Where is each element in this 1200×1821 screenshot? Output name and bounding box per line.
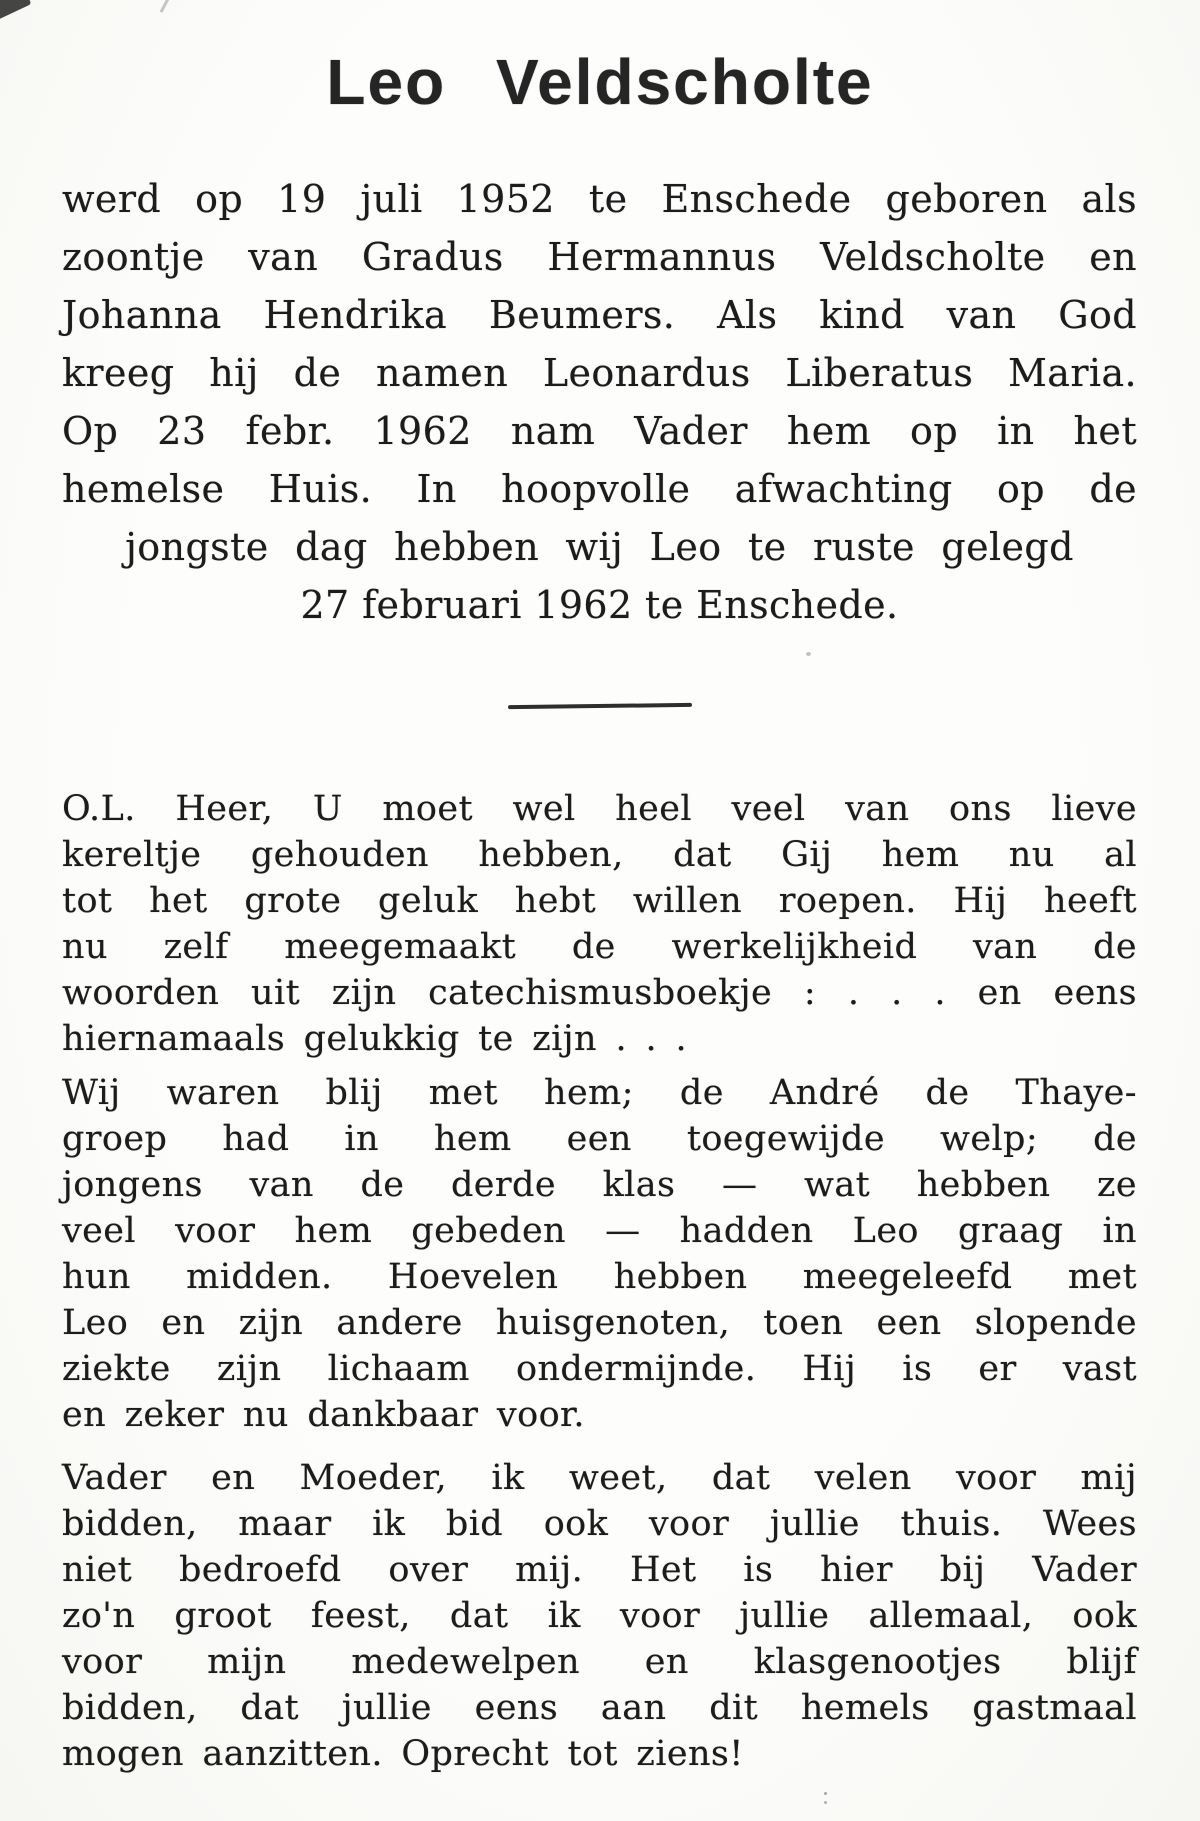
text-line: groep had in hem een toegewijde welp; de (62, 1119, 1137, 1159)
text-line: nu zelf meegemaakt de werkelijkheid van de (62, 927, 1137, 967)
text-line: veel voor hem gebeden — hadden Leo graag in (62, 1211, 1137, 1251)
paragraph-intro (62, 170, 1137, 634)
text-line: Op 23 febr. 1962 nam Vader hem op in het (62, 409, 1137, 453)
text-line: Wij waren blij met hem; de André de Thaye- (62, 1073, 1137, 1113)
text-line: O.L. Heer, U moet wel heel veel van ons lieve (62, 789, 1137, 829)
text-line: woorden uit zijn catechismusboekje : . . . en eens (62, 973, 1137, 1013)
text-line: kereltje gehouden hebben, dat Gij hem nu al (62, 835, 1137, 875)
section-divider (508, 703, 692, 709)
scan-artifact-speck (806, 652, 811, 656)
text-line: voor mijn medewelpen en klasgenootjes blijf (62, 1642, 1137, 1682)
text-line: bidden, dat jullie eens aan dit hemels gastmaal (62, 1688, 1137, 1728)
text-line: hiernamaals gelukkig te zijn . . . (62, 1019, 688, 1059)
text-line: tot het grote geluk hebt willen roepen. Hij heeft (62, 881, 1137, 921)
text-line: bidden, maar ik bid ook voor jullie thuis. Wees (62, 1504, 1137, 1544)
text-line: Leo en zijn andere huisgenoten, toen een slopende (62, 1303, 1137, 1343)
text-line: Vader en Moeder, ik weet, dat velen voor mij (62, 1458, 1137, 1498)
text-line: werd op 19 juli 1952 te Enschede geboren als (62, 177, 1137, 221)
text-line: niet bedroefd over mij. Het is hier bij Vader (62, 1550, 1137, 1590)
text-line: jongens van de derde klas — wat hebben ze (62, 1165, 1137, 1205)
text-line: hun midden. Hoevelen hebben meegeleefd met (62, 1257, 1137, 1297)
text-line: mogen aanzitten. Oprecht tot ziens! (62, 1734, 744, 1774)
paragraph-memories (62, 1070, 1137, 1438)
text-line: Johanna Hendrika Beumers. Als kind van God (62, 293, 1137, 337)
text-line: en zeker nu dankbaar voor. (62, 1395, 585, 1435)
page-title: Leo Veldscholte (326, 46, 874, 118)
text-line: hemelse Huis. In hoopvolle afwachting op de (62, 467, 1137, 511)
text-line: zo'n groot feest, dat ik voor jullie allemaal, ook (62, 1596, 1137, 1636)
scan-artifact-speck (824, 1792, 827, 1795)
scan-artifact-corner (0, 0, 31, 20)
text-line: 27 februari 1962 te Enschede. (300, 583, 899, 627)
text-line: ziekte zijn lichaam ondermijnde. Hij is er vast (62, 1349, 1137, 1389)
paragraph-prayer (62, 786, 1137, 1062)
paragraph-farewell (62, 1455, 1137, 1777)
scan-artifact-scratch (160, 0, 170, 13)
text-line: kreeg hij de namen Leonardus Liberatus Maria. (62, 351, 1137, 395)
text-line: jongste dag hebben wij Leo te ruste gelegd (125, 525, 1074, 569)
text-line: zoontje van Gradus Hermannus Veldscholte en (62, 235, 1137, 279)
